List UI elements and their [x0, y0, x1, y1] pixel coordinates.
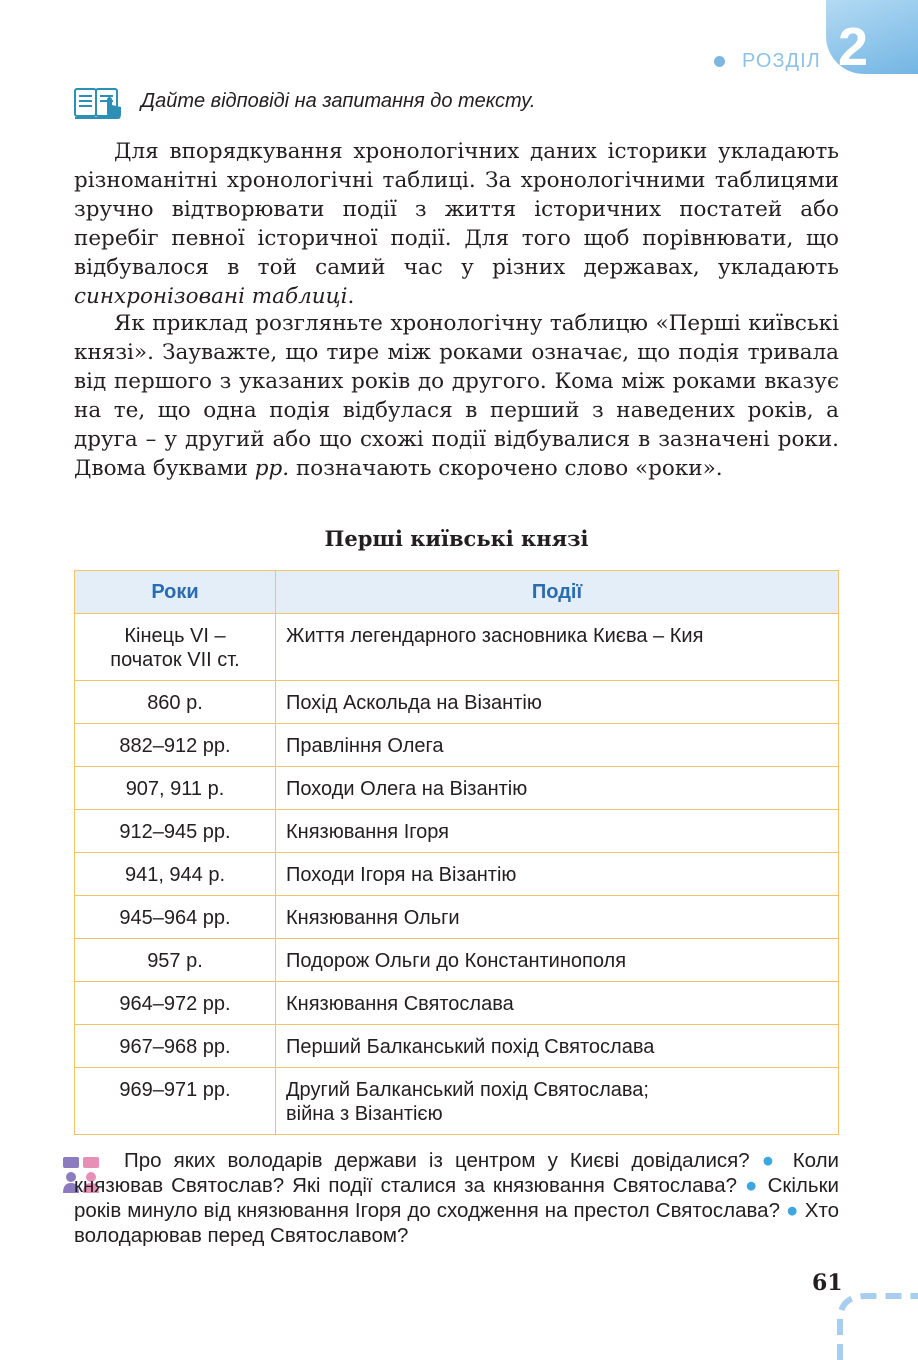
- year-cell: 967–968 рр.: [75, 1025, 276, 1068]
- year-cell: 957 р.: [75, 939, 276, 982]
- event-cell: Другий Балканський похід Святослава; війна з Візантією: [276, 1068, 839, 1135]
- emphasis-term: синхронізовані таблиці: [74, 284, 348, 309]
- year-cell: 912–945 рр.: [75, 810, 276, 853]
- event-cell: Перший Балканський похід Святослава: [276, 1025, 839, 1068]
- year-cell: Кінець VI – початок VII ст.: [75, 614, 276, 681]
- event-cell: Князювання Ольги: [276, 896, 839, 939]
- corner-decoration: [820, 1280, 918, 1360]
- task-prompt: Дайте відповіді на запитання до тексту.: [141, 90, 536, 112]
- table-row: [75, 939, 839, 982]
- chronology-table: [74, 570, 839, 1135]
- event-cell: Похід Аскольда на Візантію: [276, 681, 839, 724]
- table-row: [75, 681, 839, 724]
- question-3: Скільки років минуло від князювання Ігоря до сходження на престол Святослава?: [74, 1174, 839, 1222]
- table-title: Перші київські князі: [324, 526, 589, 551]
- column-header-years: Роки: [75, 571, 276, 614]
- event-cell: Походи Олега на Візантію: [276, 767, 839, 810]
- question-2: Коли князював Святослав? Які події сталися за князювання Святослава?: [74, 1149, 839, 1197]
- event-cell: Князювання Ігоря: [276, 810, 839, 853]
- event-cell: Життя легендарного засновника Києва – Кия: [276, 614, 839, 681]
- table-row: [75, 724, 839, 767]
- year-cell: 941, 944 р.: [75, 853, 276, 896]
- emphasis-abbr: рр.: [254, 456, 290, 481]
- year-cell: 964–972 рр.: [75, 982, 276, 1025]
- event-cell: Князювання Святослава: [276, 982, 839, 1025]
- table-row: [75, 810, 839, 853]
- table-row: [75, 614, 839, 681]
- review-questions: [74, 1148, 839, 1248]
- year-cell: 860 р.: [75, 681, 276, 724]
- year-cell: 907, 911 р.: [75, 767, 276, 810]
- table-row: [75, 1068, 839, 1135]
- column-header-events: Події: [276, 571, 839, 614]
- section-dot-icon: [714, 56, 725, 67]
- question-1: Про яких володарів держави із центром у Києві довідалися?: [124, 1149, 750, 1172]
- year-cell: 882–912 рр.: [75, 724, 276, 767]
- year-cell: 945–964 рр.: [75, 896, 276, 939]
- question-4: Хто володарював перед Святославом?: [74, 1199, 840, 1247]
- event-cell: Походи Ігоря на Візантію: [276, 853, 839, 896]
- table-row: [75, 853, 839, 896]
- table-row: [75, 896, 839, 939]
- paragraph-1: Для впорядкування хронологічних даних історики укладають різноманітні хронологічні таблиці. За хронологічними таблицями зручно відтворювати події з життя історичних постатей або перебіг певної історичної події. Для того щоб порівнювати, що відбувалося в той самий час у різних державах, укладають синхронізовані таблиці.: [74, 139, 839, 309]
- table-row: [75, 982, 839, 1025]
- table-row: [75, 767, 839, 810]
- table-row: [75, 1025, 839, 1068]
- event-cell: Подорож Ольги до Константинополя: [276, 939, 839, 982]
- year-cell: 969–971 рр.: [75, 1068, 276, 1135]
- bullet-icon: ●: [744, 1174, 760, 1197]
- bullet-icon: ●: [786, 1199, 799, 1222]
- section-number: 2: [838, 17, 869, 77]
- bullet-icon: ●: [761, 1149, 781, 1172]
- section-label: РОЗДІЛ: [742, 50, 821, 72]
- paragraph-2: Як приклад розгляньте хронологічну таблицю «Перші київські князі». Зауважте, що тире між роками означає, що подія тривала від першого з указаних років до другого. Кома між роками вказує на те, що одна подія відбулася в перший з наведених років, а друга – у другий або що схожі події відбувалися в зазначені роки. Двома буквами рр. позначають скорочено слово «роки».: [74, 311, 839, 481]
- event-cell: Правління Олега: [276, 724, 839, 767]
- page-number: 61: [812, 1270, 843, 1296]
- book-icon: [74, 86, 122, 120]
